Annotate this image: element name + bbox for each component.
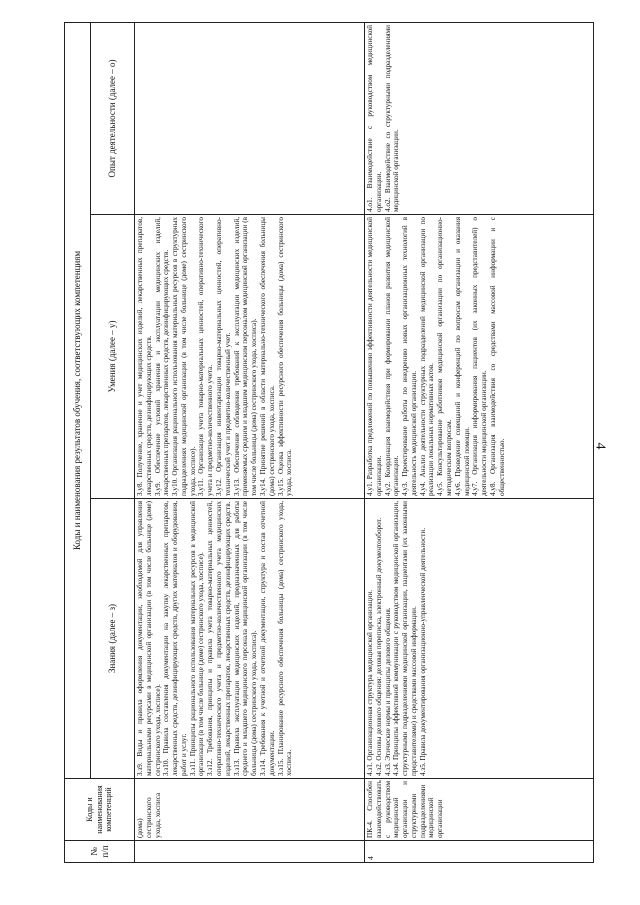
skill-item: 4.у1. Разработка предложений по повышению эффективности деятельности медицинской организации. bbox=[366, 217, 383, 496]
table-row bbox=[365, 22, 594, 862]
row-number bbox=[135, 841, 365, 863]
skill-item: 3.у10. Организация рационального использования материальных ресурсов в структурных подразделениях медицинской организации (в том числе больнице (доме) сестринского ухода, хосписе). bbox=[171, 217, 197, 496]
knowledge-item: 4.з1. Организационная структура медицинской организации. bbox=[366, 589, 374, 776]
knowledge-item: 4.з2. Основы делового общения: деловая переписка, электронный документооборот. bbox=[374, 517, 383, 776]
knowledge-item: 3.з14. Требования к учетной и отчетной документации, структура и состав отчетной документации. bbox=[258, 501, 276, 776]
knowledge-item: 3.з11. Принципы рационального использования материальных ресурсов в медицинской организации (в том числе больнице (доме) сестринского ухода, хосписе). bbox=[188, 501, 206, 776]
experience-item: 4.о1. Взаимодействие с руководством медицинской организации. bbox=[366, 24, 383, 212]
knowledge-item: 4.з4. Принципы эффективной коммуникации с руководством медицинской организации, структурными подразделениями медицинской организации, пациентами (их законными представителями) и средствами массовой информации. bbox=[392, 501, 418, 776]
skill-item: 4.у6. Проведение совещаний и конференций по вопросам организации и оказания медицинской помощи. bbox=[453, 217, 471, 496]
skill-item: 4.у2. Координация взаимодействия при формировании планов развития медицинской организации. bbox=[383, 217, 401, 496]
competency-table bbox=[64, 22, 594, 863]
header-group: Коды и наименования результатов обучения, соответствующих компетенциям bbox=[65, 22, 91, 778]
skill-item: 3.у13. Обеспечение соблюдения требований к эксплуатации медицинских изделий, применяемых средним и младшим медицинским персоналом медицинской организации (в том числе больницы (дома) сестринского ухода, хосписа). bbox=[232, 217, 259, 496]
skill-item: 3.у8. Получение, хранение и учет медицинских изделий, лекарственных препаратов, лекарственных средств, дезинфицирующих средств. bbox=[136, 217, 153, 496]
skill-item: 3.у12. Организация инвентаризации товарно-материальных ценностей, оперативно-технический учет и предметно-количественный учет. bbox=[215, 217, 232, 496]
skill-item: 4.у4. Анализ деятельности структурных подразделений медицинской организации по реализации локальных нормативных актов. bbox=[418, 217, 436, 496]
experience-item: 4.о2. Взаимодействие со структурными подразделениями медицинской организации. bbox=[383, 24, 401, 212]
knowledge-item: 3.з12. Требования, принципы и правила учета товарно-материальных ценностей, оперативно-технического учета и предметно-количественного учета медицинских изделий, лекарственных препаратов, лекарственных средств, дезинфицирующих средств. bbox=[206, 501, 232, 776]
experience-cell bbox=[135, 22, 365, 214]
knowledge-item: 3.з13. Правила эксплуатации медицинских изделий, предназначенных для работы среднего и младшего медицинского персонала медицинской организации (в том числе больницы (дома) сестринского ухода, хосписа). bbox=[232, 501, 259, 776]
row-number: 4 bbox=[365, 841, 594, 863]
knowledge-item: 3.з10. Правила составления документации на закупку лекарственных препаратов, лекарственных средств, дезинфицирующих средств, других материалов и оборудования, работ и услуг. bbox=[162, 501, 188, 776]
knowledge-item: 3.з9. Виды и правила оформления документации, необходимой для управления материальными ресурсами в медицинской организации (в том числе больнице (доме) сестринского ухода, хосписе). bbox=[136, 501, 162, 776]
knowledge-item: 4.з3. Этические нормы и принципы делового общения. bbox=[383, 607, 392, 776]
experience-cell bbox=[365, 22, 594, 214]
header-row-1 bbox=[65, 22, 91, 862]
header-skills: Умения (далее – у) bbox=[91, 215, 135, 499]
header-codes: Коды и наименования компетенций bbox=[65, 779, 135, 841]
header-experience: Опыт деятельности (далее – о) bbox=[91, 22, 135, 214]
skills-cell bbox=[365, 215, 594, 499]
skill-item: 3.у15. Оценка эффективности ресурсного обеспечения больницы (дома) сестринского ухода, хосписа. bbox=[276, 217, 294, 496]
competency-code: ПК-4. Способен взаимодействовать с руководством медицинской организации и структурными подразделениями медицинской организации bbox=[365, 779, 594, 841]
knowledge-item: 4.з5. Правила документирования организационно-управленческой деятельности. bbox=[418, 527, 427, 776]
header-no: № п/п bbox=[65, 841, 135, 863]
skills-cell bbox=[135, 215, 365, 499]
skill-item: 4.у7. Организация информирования пациентов (их законных представителей) о деятельности медицинской организации. bbox=[471, 217, 489, 496]
header-knowledge: Знания (далее – з) bbox=[91, 499, 135, 779]
page-number: 4 bbox=[592, 442, 608, 450]
skill-item: 3.у11. Организация учета товарно-материальных ценностей, оперативно-технического учета и предметно-количественного учета. bbox=[197, 217, 215, 496]
table-row bbox=[135, 22, 365, 862]
skill-item: 4.у5. Консультирование работников медицинской организации по организационно-методическим вопросам. bbox=[436, 217, 454, 496]
skill-item: 4.у8. Организация взаимодействия со средствами массовой информации и с общественностью. bbox=[488, 217, 506, 496]
knowledge-item: 3.з15. Планирование ресурсного обеспечения больницы (дома) сестринского ухода, хосписа. bbox=[276, 501, 294, 776]
skill-item: 3.у9. Обеспечение условий хранения и эксплуатации медицинских изделий, лекарственных препаратов, лекарственных средств, дезинфицирующих средств. bbox=[153, 217, 171, 496]
rotated-page bbox=[64, 23, 594, 863]
competency-code: (дома) сестринского ухода, хосписа bbox=[135, 779, 365, 841]
knowledge-cell bbox=[365, 499, 594, 779]
skill-item: 4.у3. Проектирование работы по внедрению новых организационных технологий в деятельность медицинской организации. bbox=[401, 217, 418, 496]
header-row-2 bbox=[91, 22, 135, 862]
skill-item: 3.у14. Принятие решений в области материально-технического обеспечения больницы (дома) сестринского ухода, хосписа. bbox=[258, 217, 276, 496]
knowledge-cell bbox=[135, 499, 365, 779]
